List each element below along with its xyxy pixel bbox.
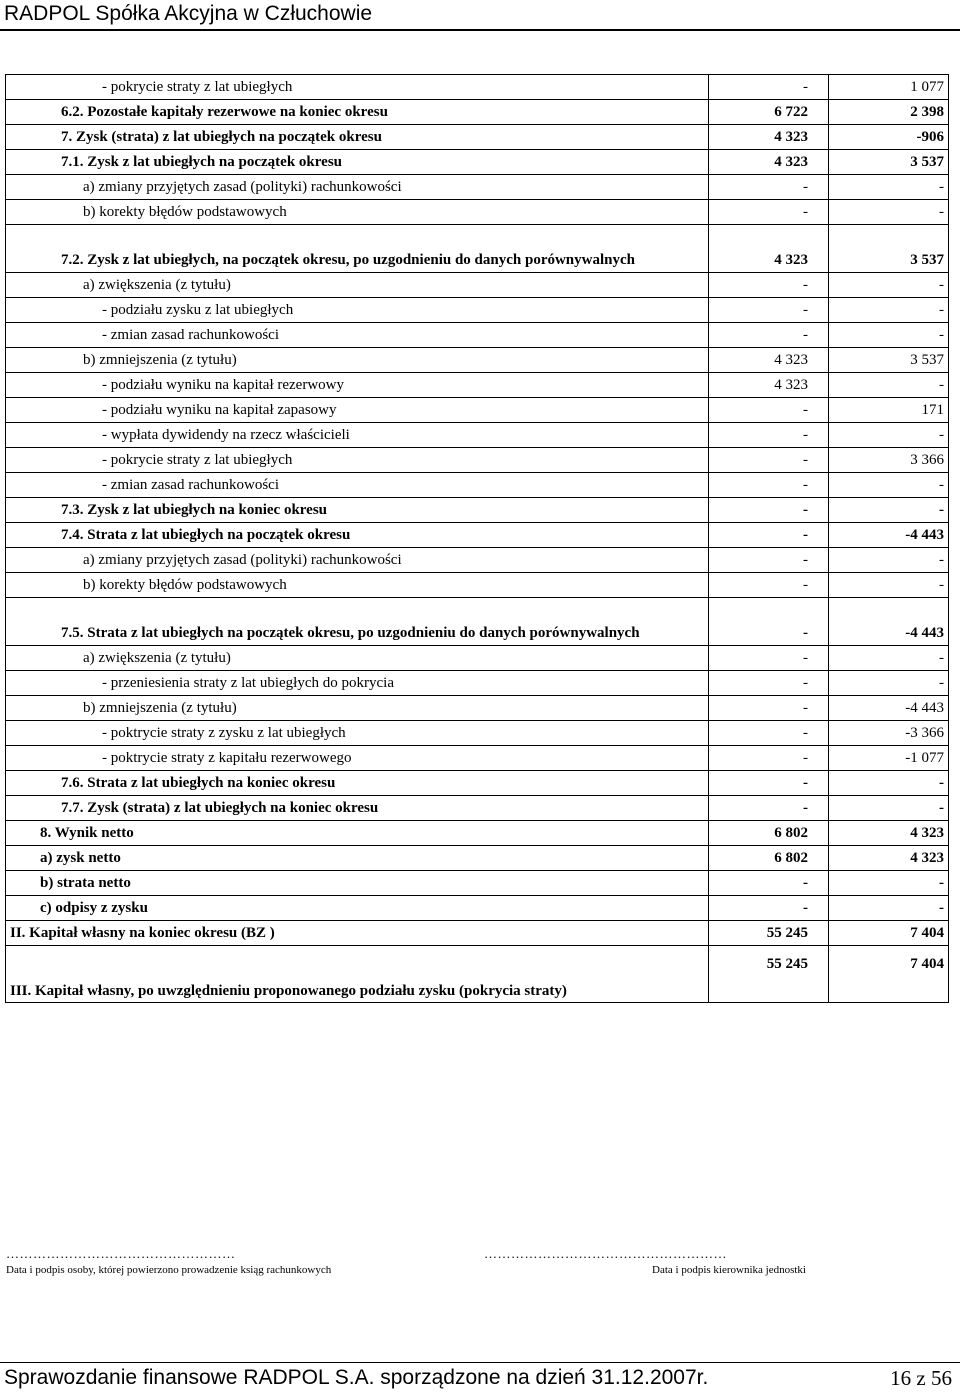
row-label: - zmian zasad rachunkowości [6, 473, 709, 498]
table-row [6, 225, 949, 273]
row-label: a) zmiany przyjętych zasad (polityki) rachunkowości [6, 548, 709, 573]
page-number: 16 z 56 [890, 1366, 952, 1390]
row-label: 7.7. Zysk (strata) z lat ubiegłych na koniec okresu [6, 796, 709, 821]
value-previous-year: 3 537 [829, 348, 949, 373]
table-row [6, 398, 949, 423]
row-label: b) korekty błędów podstawowych [6, 573, 709, 598]
table-row [6, 721, 949, 746]
table-row [6, 573, 949, 598]
value-current-year: - [709, 498, 829, 523]
value-current-year: - [709, 423, 829, 448]
row-label: - poktrycie straty z kapitału rezerwowego [6, 746, 709, 771]
row-label: - wypłata dywidendy na rzecz właścicieli [6, 423, 709, 448]
value-current-year: 4 323 [709, 225, 829, 273]
table-row [6, 548, 949, 573]
table-row [6, 498, 949, 523]
row-label: - zmian zasad rachunkowości [6, 323, 709, 348]
value-current-year: - [709, 746, 829, 771]
row-label: - podziału wyniku na kapitał rezerwowy [6, 373, 709, 398]
row-label: 7.6. Strata z lat ubiegłych na koniec okresu [6, 771, 709, 796]
value-previous-year: -4 443 [829, 523, 949, 548]
table-row [6, 896, 949, 921]
table-row [6, 200, 949, 225]
value-current-year: - [709, 771, 829, 796]
row-label: a) zwiększenia (z tytułu) [6, 646, 709, 671]
value-current-year: 6 802 [709, 846, 829, 871]
value-previous-year: - [829, 498, 949, 523]
row-label: 8. Wynik netto [6, 821, 709, 846]
row-label: - poktrycie straty z zysku z lat ubiegłych [6, 721, 709, 746]
value-current-year: - [709, 323, 829, 348]
value-current-year: - [709, 273, 829, 298]
value-previous-year: - [829, 871, 949, 896]
table-row [6, 946, 949, 1003]
table-row [6, 125, 949, 150]
value-previous-year: - [829, 200, 949, 225]
header-divider [0, 29, 960, 31]
value-previous-year: - [829, 896, 949, 921]
row-label: 7.1. Zysk z lat ubiegłych na początek okresu [6, 150, 709, 175]
table-row [6, 523, 949, 548]
row-label: a) zwiększenia (z tytułu) [6, 273, 709, 298]
table-row [6, 298, 949, 323]
value-current-year: - [709, 796, 829, 821]
table-row [6, 746, 949, 771]
footer-title: Sprawozdanie finansowe RADPOL S.A. sporządzone na dzień 31.12.2007r. [4, 1366, 709, 1389]
row-label: a) zysk netto [6, 846, 709, 871]
value-previous-year: -906 [829, 125, 949, 150]
row-label: 6.2. Pozostałe kapitały rezerwowe na koniec okresu [6, 100, 709, 125]
value-current-year: 4 323 [709, 150, 829, 175]
row-label: 7.2. Zysk z lat ubiegłych, na początek okresu, po uzgodnieniu do danych porównywalnych [6, 225, 709, 273]
value-current-year: 6 722 [709, 100, 829, 125]
value-previous-year: - [829, 175, 949, 200]
value-current-year: - [709, 200, 829, 225]
table-row [6, 598, 949, 646]
table-row [6, 448, 949, 473]
value-current-year: - [709, 896, 829, 921]
value-previous-year: - [829, 273, 949, 298]
footer-divider [0, 1362, 960, 1363]
table-row [6, 75, 949, 100]
table-row [6, 423, 949, 448]
value-previous-year: 3 537 [829, 225, 949, 273]
value-previous-year: - [829, 646, 949, 671]
value-previous-year: - [829, 573, 949, 598]
value-current-year: - [709, 671, 829, 696]
value-current-year: - [709, 646, 829, 671]
table-row [6, 646, 949, 671]
row-label: c) odpisy z zysku [6, 896, 709, 921]
row-label: - pokrycie straty z lat ubiegłych [6, 75, 709, 100]
value-current-year: - [709, 598, 829, 646]
table-row [6, 921, 949, 946]
value-current-year: - [709, 298, 829, 323]
table-row [6, 273, 949, 298]
signature-label-manager: Data i podpis kierownika jednostki [652, 1264, 806, 1276]
table-row [6, 796, 949, 821]
row-label: b) zmniejszenia (z tytułu) [6, 696, 709, 721]
value-current-year: 6 802 [709, 821, 829, 846]
table-row [6, 771, 949, 796]
value-current-year: 4 323 [709, 348, 829, 373]
table-row [6, 100, 949, 125]
value-current-year: 4 323 [709, 373, 829, 398]
value-current-year: - [709, 721, 829, 746]
table-row [6, 175, 949, 200]
value-current-year: - [709, 696, 829, 721]
row-label: - podziału zysku z lat ubiegłych [6, 298, 709, 323]
row-label: III. Kapitał własny, po uwzględnieniu proponowanego podziału zysku (pokrycia straty) [6, 946, 709, 1003]
value-previous-year: 4 323 [829, 846, 949, 871]
row-label: a) zmiany przyjętych zasad (polityki) rachunkowości [6, 175, 709, 200]
table-row [6, 671, 949, 696]
value-current-year: - [709, 871, 829, 896]
table-row [6, 373, 949, 398]
table-row [6, 871, 949, 896]
value-current-year: - [709, 523, 829, 548]
row-label: 7.4. Strata z lat ubiegłych na początek okresu [6, 523, 709, 548]
row-label: - przeniesienia straty z lat ubiegłych do pokrycia [6, 671, 709, 696]
value-current-year: - [709, 548, 829, 573]
table-row [6, 150, 949, 175]
row-label: b) strata netto [6, 871, 709, 896]
value-current-year: - [709, 175, 829, 200]
signature-label-accountant: Data i podpis osoby, której powierzono prowadzenie ksiąg rachunkowych [6, 1264, 332, 1276]
table-row [6, 696, 949, 721]
value-previous-year: - [829, 796, 949, 821]
signature-line-manager: ……………………………………………… [484, 1246, 727, 1261]
value-current-year: - [709, 398, 829, 423]
row-label: b) korekty błędów podstawowych [6, 200, 709, 225]
value-previous-year: -4 443 [829, 598, 949, 646]
value-previous-year: 2 398 [829, 100, 949, 125]
value-previous-year: 4 323 [829, 821, 949, 846]
row-label: 7.5. Strata z lat ubiegłych na początek okresu, po uzgodnieniu do danych porównywalnych [6, 598, 709, 646]
value-previous-year: 1 077 [829, 75, 949, 100]
value-previous-year: - [829, 473, 949, 498]
value-current-year: - [709, 75, 829, 100]
value-previous-year: -4 443 [829, 696, 949, 721]
equity-statement-table [5, 74, 949, 1003]
value-previous-year: 7 404 [829, 921, 949, 946]
row-label: 7.3. Zysk z lat ubiegłych na koniec okresu [6, 498, 709, 523]
value-previous-year: 3 537 [829, 150, 949, 175]
value-current-year: - [709, 448, 829, 473]
page-header: RADPOL Spółka Akcyjna w Człuchowie [4, 2, 373, 25]
value-current-year: - [709, 473, 829, 498]
value-current-year: - [709, 573, 829, 598]
value-previous-year: -1 077 [829, 746, 949, 771]
value-previous-year: - [829, 771, 949, 796]
value-previous-year: 171 [829, 398, 949, 423]
value-previous-year: 7 404 [829, 946, 949, 1003]
table-row [6, 323, 949, 348]
value-previous-year: - [829, 671, 949, 696]
value-previous-year: -3 366 [829, 721, 949, 746]
table-row [6, 846, 949, 871]
value-previous-year: - [829, 323, 949, 348]
row-label: - pokrycie straty z lat ubiegłych [6, 448, 709, 473]
value-previous-year: - [829, 423, 949, 448]
table-row [6, 473, 949, 498]
table-row [6, 348, 949, 373]
row-label: - podziału wyniku na kapitał zapasowy [6, 398, 709, 423]
value-current-year: 55 245 [709, 946, 829, 1003]
row-label: 7. Zysk (strata) z lat ubiegłych na początek okresu [6, 125, 709, 150]
value-previous-year: - [829, 548, 949, 573]
table-row [6, 821, 949, 846]
value-current-year: 55 245 [709, 921, 829, 946]
signature-line-accountant: …………………………………………… [6, 1246, 236, 1261]
row-label: b) zmniejszenia (z tytułu) [6, 348, 709, 373]
value-previous-year: - [829, 373, 949, 398]
value-previous-year: - [829, 298, 949, 323]
value-current-year: 4 323 [709, 125, 829, 150]
value-previous-year: 3 366 [829, 448, 949, 473]
row-label: II. Kapitał własny na koniec okresu (BZ ) [6, 921, 709, 946]
